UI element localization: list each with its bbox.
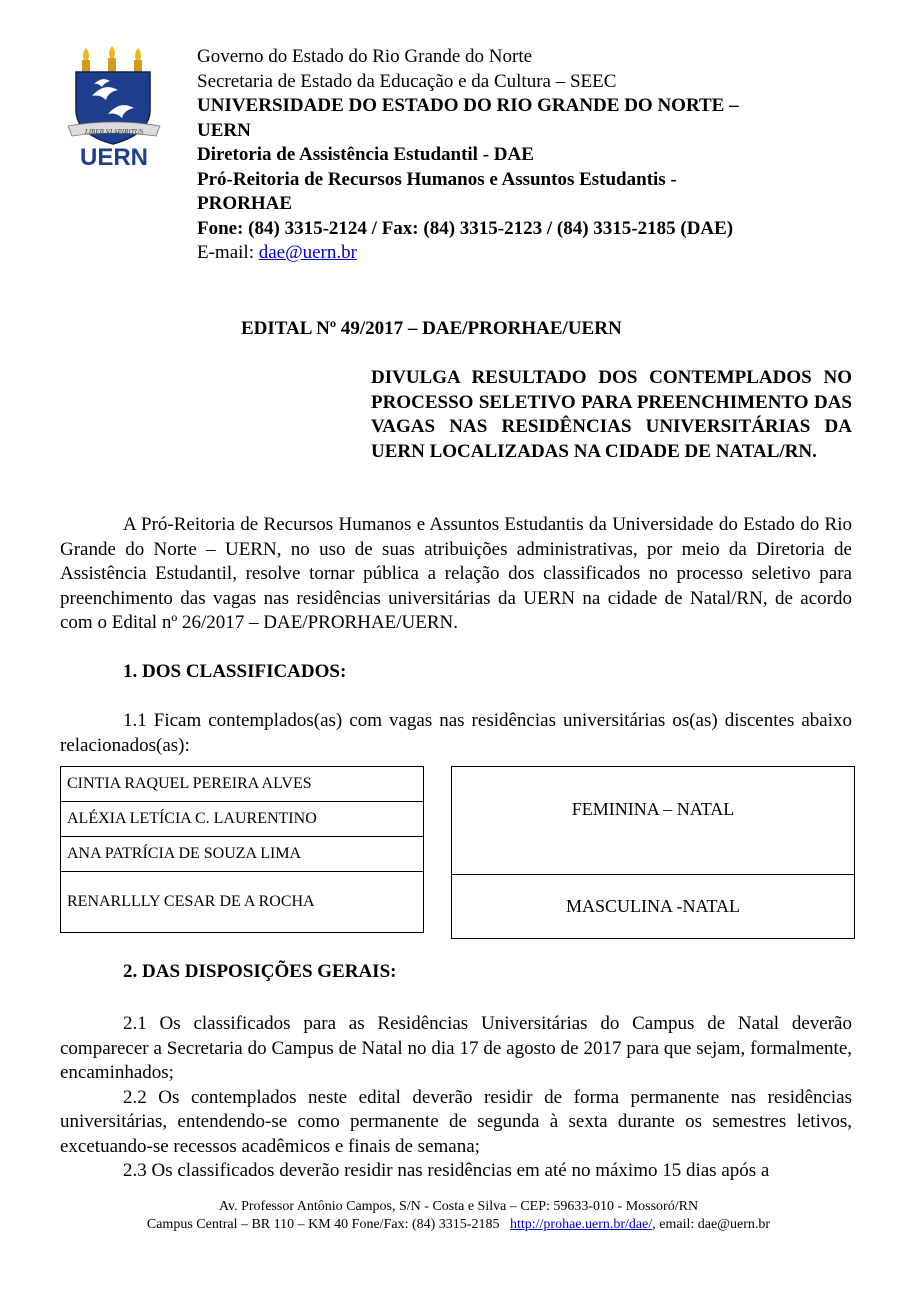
logo-text: UERN [79, 144, 149, 169]
name-cell: ALÉXIA LETÍCIA C. LAURENTINO [61, 802, 424, 837]
email-link[interactable]: dae@uern.br [258, 242, 357, 263]
torch-icon [82, 48, 90, 74]
header-email [197, 241, 357, 265]
logo-motto: LIBER VI SPIRITUS [84, 128, 144, 136]
torch-icon [134, 48, 142, 74]
torch-icon [108, 46, 116, 74]
header-diretoria: Diretoria de Assistência Estudantil - DAE [197, 144, 534, 165]
names-table [60, 766, 424, 933]
email-label: E-mail: [197, 242, 259, 263]
header-pro-reitoria-acronym: PRORHAE [197, 193, 292, 214]
header-phone: Fone: (84) 3315-2124 / Fax: (84) 3315-2123 / (84) 3315-2185 (DAE) [197, 218, 734, 239]
header-university: UNIVERSIDADE DO ESTADO DO RIO GRANDE DO NORTE – [197, 95, 739, 116]
footer-contact [0, 1216, 917, 1234]
header-university-acronym: UERN [197, 120, 251, 141]
uern-logo [64, 44, 164, 169]
name-cell: ANA PATRÍCIA DE SOUZA LIMA [61, 837, 424, 872]
paragraph-1-1: 1.1 Ficam contemplados(as) com vagas nas residências universitárias os(as) discentes abaixo relacionados(as): [60, 710, 852, 756]
residence-table [451, 766, 855, 939]
footer-address: Av. Professor Antônio Campos, S/N - Costa e Silva – CEP: 59633-010 - Mossoró/RN [218, 1199, 699, 1214]
header-secretaria: Secretaria de Estado da Educação e da Cultura – SEEC [197, 71, 617, 92]
edital-title: EDITAL Nº 49/2017 – DAE/PRORHAE/UERN [241, 318, 622, 339]
header-government: Governo do Estado do Rio Grande do Norte [197, 46, 533, 67]
footer-website-link[interactable]: http://prohae.uern.br/dae/ [509, 1217, 653, 1232]
footer-contact-suffix: , email: dae@uern.br [652, 1217, 771, 1232]
disposicoes-list [60, 1012, 852, 1184]
section-heading-disposicoes: 2. DAS DISPOSIÇÕES GERAIS: [123, 961, 397, 982]
residence-cell-masculina: MASCULINA -NATAL [452, 875, 855, 939]
section-heading-classificados: 1. DOS CLASSIFICADOS: [123, 661, 347, 682]
header-pro-reitoria: Pró-Reitoria de Recursos Humanos e Assuntos Estudantis - [197, 169, 677, 190]
disposicao-item: 2.3 Os classificados deverão residir nas residências em até no máximo 15 dias após a [123, 1160, 770, 1181]
name-cell: CINTIA RAQUEL PEREIRA ALVES [61, 767, 424, 802]
footer-contact-prefix: Campus Central – BR 110 – KM 40 Fone/Fax: (84) 3315-2185 [146, 1217, 510, 1232]
disposicao-item: 2.2 Os contemplados neste edital deverão residir de forma permanente nas residências universitárias, entendendo-se como permanente de segunda à sexta durante os semestres letivos, excetuando-se recessos acadêmicos e finais de semana; [60, 1086, 852, 1157]
page-footer [0, 1198, 917, 1234]
ementa: DIVULGA RESULTADO DOS CONTEMPLADOS NO PROCESSO SELETIVO PARA PREENCHIMENTO DAS VAGAS NAS RESIDÊNCIAS UNIVERSITÁRIAS DA UERN LOCALIZADAS NA CIDADE DE NATAL/RN. [371, 367, 852, 462]
disposicao-item: 2.1 Os classificados para as Residências Universitárias do Campus de Natal deverão comparecer a Secretaria do Campus de Natal no dia 17 de agosto de 2017 para que sejam, formalmente, encaminhados; [60, 1013, 852, 1083]
intro-paragraph: A Pró-Reitoria de Recursos Humanos e Assuntos Estudantis da Universidade do Estado do Rio Grande do Norte – UERN, no uso de suas atribuições administrativas, por meio da Diretoria de Assistência Estudantil, resolve tornar pública a relação dos classificados no processo seletivo para preenchimento das vagas nas residências universitárias da UERN na cidade de Natal/RN, de acordo com o Edital nº 26/2017 – DAE/PRORHAE/UERN. [60, 514, 852, 633]
residence-cell-feminina: FEMININA – NATAL [452, 767, 855, 875]
name-cell: RENARLLLY CESAR DE A ROCHA [61, 872, 424, 933]
